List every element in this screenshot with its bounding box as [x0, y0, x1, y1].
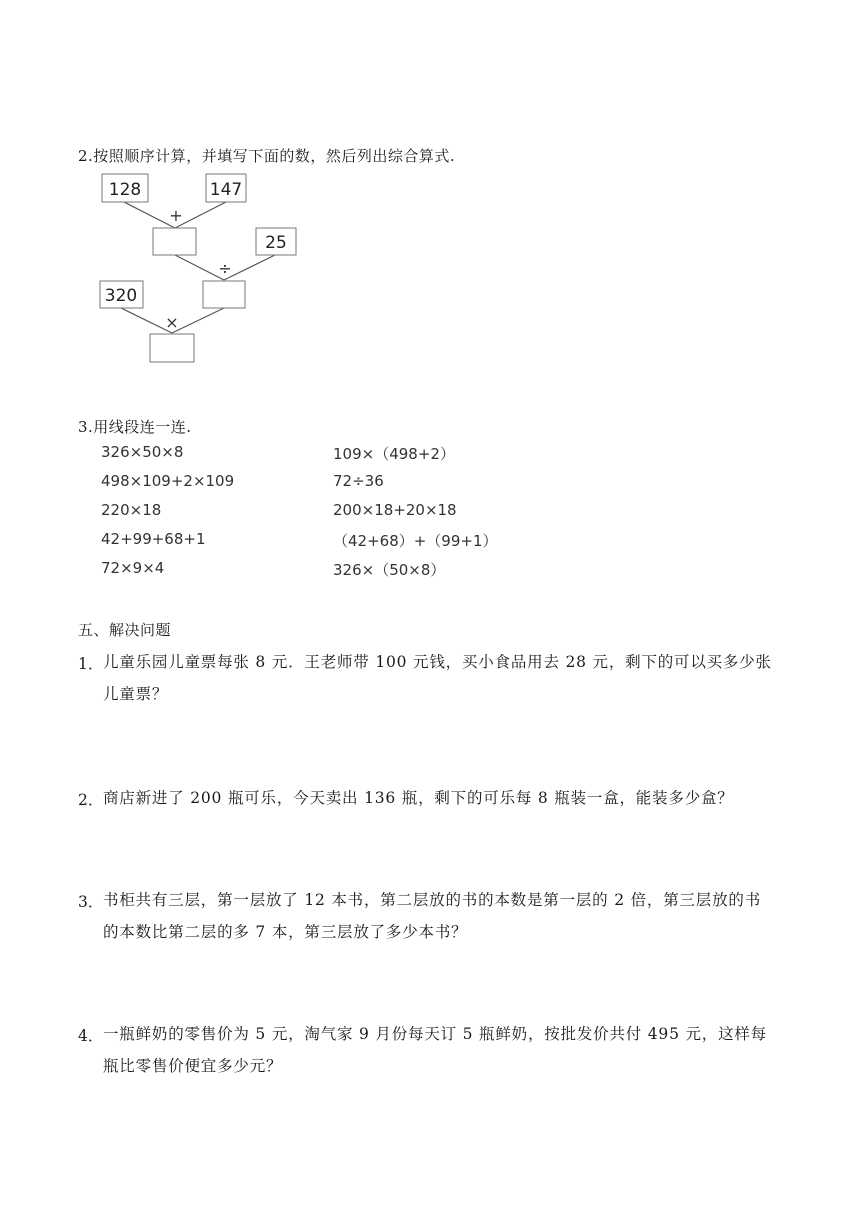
multiply-operator: × [165, 313, 179, 332]
q3-title: 3.用线段连一连. [78, 418, 192, 436]
right-expression[interactable]: 109×（498+2） [333, 445, 455, 463]
left-expression[interactable]: 220×18 [101, 501, 162, 519]
diagram-lines [121, 202, 275, 333]
left-expression[interactable]: 42+99+68+1 [101, 530, 206, 548]
q2-title: 2.按照顺序计算，并填写下面的数，然后列出综合算式. [78, 147, 456, 165]
left-expression[interactable]: 72×9×4 [101, 559, 165, 577]
divide-operator: ÷ [218, 259, 232, 278]
answer-box-product[interactable] [150, 334, 194, 362]
problem-text-line1: 儿童乐园儿童票每张 8 元．王老师带 100 元钱，买小食品用去 28 元，剩下的可以买多少张 [103, 653, 772, 671]
problem-number: 4． [78, 1027, 104, 1045]
problem-number: 1． [78, 655, 104, 673]
problem-text-line2: 的本数比第二层的多 7 本，第三层放了多少本书？ [103, 923, 468, 941]
number-320: 320 [104, 286, 138, 306]
problem-text-line1: 一瓶鲜奶的零售价为 5 元，淘气家 9 月份每天订 5 瓶鲜奶，按批发价共付 495 元，这样每 [103, 1025, 767, 1043]
plus-operator: + [169, 206, 183, 225]
number-25: 25 [265, 233, 287, 253]
section-heading: 五、解决问题 [78, 621, 172, 639]
left-expression[interactable]: 326×50×8 [101, 443, 184, 461]
problem-text-line1: 商店新进了 200 瓶可乐，今天卖出 136 瓶，剩下的可乐每 8 瓶装一盒，能装多少盒？ [103, 789, 734, 807]
right-expression[interactable]: （42+68）+（99+1） [333, 532, 498, 550]
left-expression[interactable]: 498×109+2×109 [101, 472, 235, 490]
right-expression[interactable]: 200×18+20×18 [333, 501, 457, 519]
problem-text-line1: 书柜共有三层，第一层放了 12 本书，第二层放的书的本数是第一层的 2 倍，第三层放的书 [103, 891, 761, 909]
answer-box-quotient[interactable] [203, 281, 245, 308]
number-128: 128 [108, 180, 142, 200]
right-expression[interactable]: 326×（50×8） [333, 561, 446, 579]
number-147: 147 [209, 180, 243, 200]
right-expression[interactable]: 72÷36 [333, 472, 384, 490]
answer-box-sum[interactable] [153, 228, 196, 255]
calculation-flow-diagram [0, 0, 860, 380]
problem-text-line2: 瓶比零售价便宜多少元？ [103, 1057, 283, 1075]
problem-text-line2: 儿童票？ [103, 685, 169, 703]
problem-number: 2． [78, 791, 104, 809]
problem-number: 3． [78, 893, 104, 911]
